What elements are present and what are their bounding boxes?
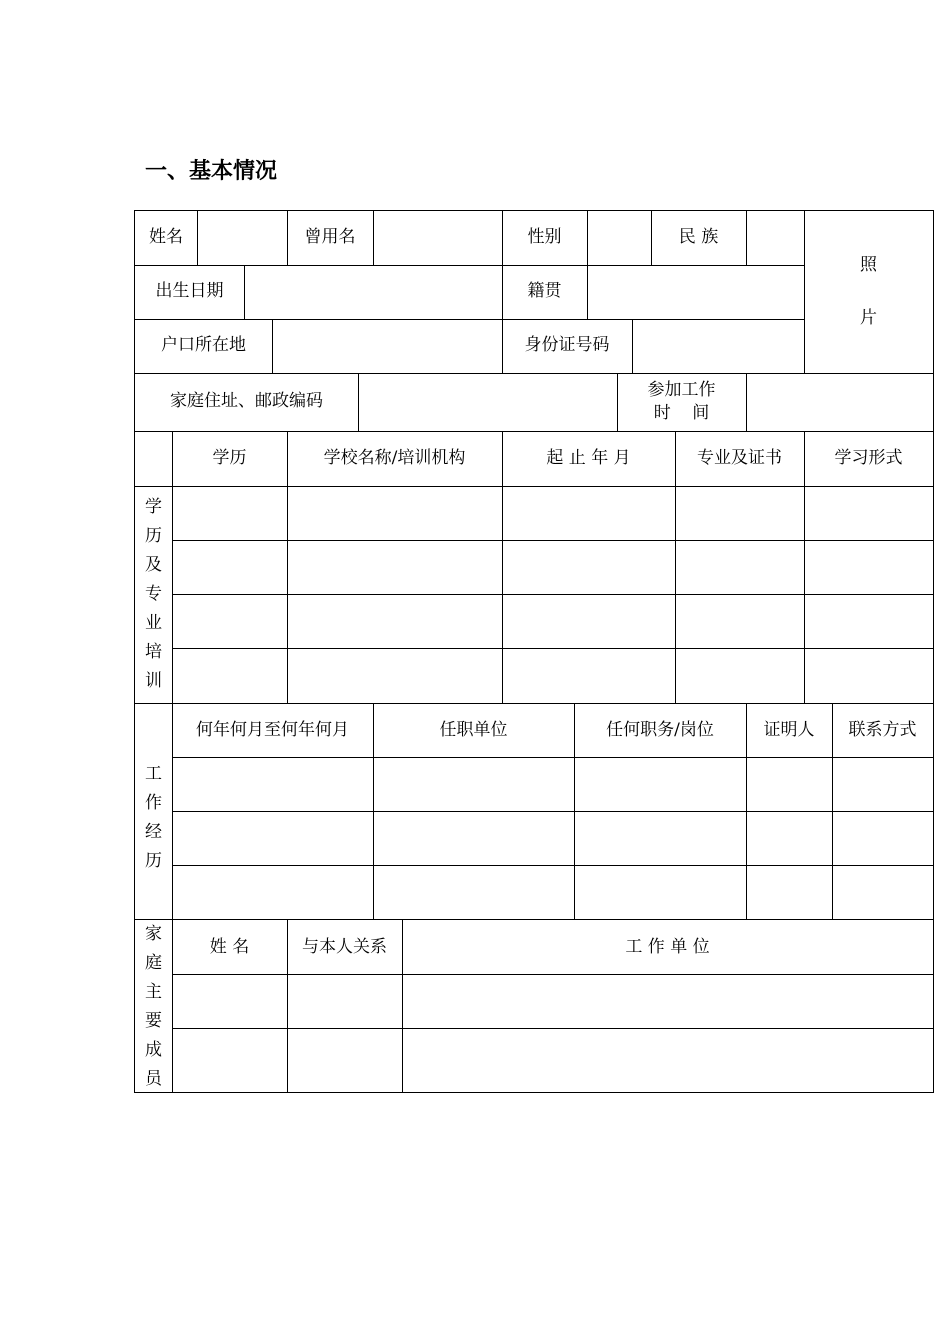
label-work-start — [617, 373, 746, 431]
edu-header-major: 专业及证书 — [697, 447, 782, 468]
edu-header-degree: 学历 — [212, 447, 247, 468]
table-rule — [172, 757, 934, 758]
work-side-label — [135, 758, 172, 920]
table-rule — [272, 319, 273, 374]
table-rule — [358, 373, 359, 431]
table-rule — [172, 431, 173, 703]
work-side-char: 工 — [145, 764, 162, 784]
table-rule — [651, 210, 652, 265]
work-header-reference: 证明人 — [763, 719, 815, 740]
family-side-char: 庭 — [145, 952, 162, 973]
label-hukou: 户口所在地 — [161, 335, 246, 356]
table-rule — [746, 373, 747, 431]
table-rule — [134, 703, 934, 704]
table-rule — [373, 210, 374, 265]
table-rule — [134, 265, 804, 266]
table-rule — [172, 919, 173, 1093]
table-rule — [172, 703, 173, 920]
family-header-relation: 与本人关系 — [302, 936, 387, 957]
table-rule — [402, 919, 403, 1093]
edu-header-school: 学校名称/培训机构 — [323, 447, 466, 468]
input-address[interactable] — [358, 373, 617, 431]
table-rule — [675, 431, 676, 703]
table-border — [134, 210, 135, 1093]
table-rule — [804, 210, 805, 374]
photo-box[interactable] — [804, 211, 933, 373]
work-side-char: 历 — [145, 851, 162, 871]
table-rule — [502, 431, 503, 703]
table-rule — [134, 431, 934, 432]
work-side-char: 作 — [145, 793, 162, 813]
work-header-contact: 联系方式 — [848, 719, 917, 740]
input-birth-date[interactable] — [244, 265, 502, 319]
family-side-char: 主 — [145, 981, 162, 1002]
label-address: 家庭住址、邮政编码 — [170, 391, 323, 412]
family-header-workplace: 工 作 单 位 — [625, 936, 710, 957]
label-gender: 性别 — [527, 227, 562, 248]
family-side-char: 成 — [145, 1039, 162, 1060]
work-side-char: 经 — [145, 822, 162, 842]
table-rule — [574, 703, 575, 920]
table-rule — [587, 210, 588, 320]
edu-side-char: 培 — [145, 642, 162, 662]
label-id-number: 身份证号码 — [524, 335, 610, 356]
photo-label-1: 照 — [860, 254, 877, 275]
work-header-employer: 任职单位 — [439, 719, 508, 740]
table-rule — [134, 486, 934, 487]
label-native-place: 籍贯 — [527, 281, 562, 302]
table-rule — [746, 703, 747, 920]
label-ethnicity: 民 族 — [678, 227, 719, 248]
label-work-start-line1: 参加工作 — [647, 379, 716, 400]
edu-side-char: 专 — [145, 584, 162, 604]
table-border — [134, 1092, 934, 1093]
table-rule — [502, 210, 503, 374]
table-rule — [134, 919, 934, 920]
edu-side-char: 业 — [145, 613, 162, 633]
table-rule — [632, 319, 633, 374]
table-rule — [172, 865, 934, 866]
input-former-name[interactable] — [373, 211, 502, 265]
table-rule — [832, 703, 833, 920]
input-gender[interactable] — [587, 211, 651, 265]
family-side-char: 要 — [145, 1010, 162, 1031]
work-header-period: 何年何月至何年何月 — [196, 719, 349, 740]
edu-side-char: 学 — [145, 497, 162, 517]
edu-side-char: 历 — [145, 526, 162, 546]
label-former-name: 曾用名 — [304, 227, 356, 248]
input-name[interactable] — [197, 211, 287, 265]
work-header-position: 任何职务/岗位 — [606, 719, 714, 740]
table-rule — [172, 811, 934, 812]
table-rule — [617, 373, 618, 431]
edu-header-mode: 学习形式 — [834, 447, 903, 468]
table-rule — [373, 703, 374, 920]
table-rule — [287, 210, 288, 265]
table-rule — [287, 431, 288, 703]
table-rule — [244, 265, 245, 320]
table-rule — [746, 210, 747, 265]
table-rule — [134, 319, 804, 320]
input-work-start[interactable] — [746, 373, 933, 431]
edu-side-char: 及 — [145, 555, 162, 575]
input-ethnicity[interactable] — [746, 211, 804, 265]
section-heading: 一、基本情况 — [145, 159, 278, 184]
photo-label-2: 片 — [860, 308, 877, 328]
label-name: 姓名 — [149, 227, 183, 248]
family-side-label — [135, 920, 172, 1093]
table-rule — [197, 210, 198, 265]
input-native-place[interactable] — [587, 265, 804, 319]
edu-side-label — [135, 486, 172, 703]
label-birth-date: 出生日期 — [155, 281, 224, 302]
table-rule — [287, 919, 288, 1093]
table-border — [933, 210, 934, 1093]
input-id-number[interactable] — [632, 319, 804, 373]
input-hukou[interactable] — [272, 319, 502, 373]
label-work-start-line2: 时 间 — [653, 403, 710, 423]
family-side-char: 员 — [145, 1068, 162, 1089]
edu-header-period: 起 止 年 月 — [546, 447, 631, 468]
family-side-char: 家 — [145, 923, 162, 944]
table-border — [134, 210, 934, 211]
table-rule — [134, 373, 934, 374]
table-rule — [804, 431, 805, 703]
edu-side-char: 训 — [145, 671, 162, 691]
family-header-name: 姓 名 — [209, 936, 250, 957]
